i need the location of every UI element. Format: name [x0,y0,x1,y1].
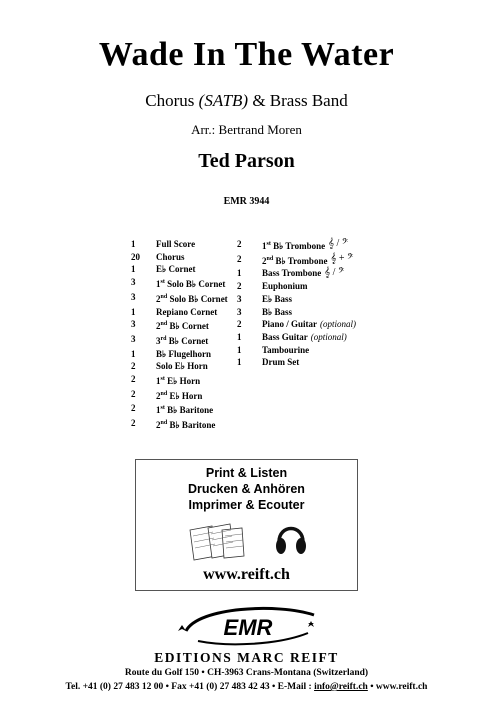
part-name: Euphonium [262,281,308,292]
part-row [237,280,356,293]
part-name: 3rd B♭ Cornet [156,335,209,346]
part-row [131,417,228,432]
part-quantity: 3 [237,306,242,317]
part-quantity: 2 [237,281,242,292]
part-name: Full Score [156,239,196,249]
promo-line-2: Drucken & Anhören [188,482,305,496]
subtitle-pre: Chorus [145,91,199,110]
arranger: Arr.: Bertrand Moren [191,122,302,137]
part-name: E♭ Cornet [156,264,196,275]
part-quantity: 1 [237,331,242,342]
part-row [131,276,228,291]
part-quantity: 1 [237,344,242,355]
part-quantity: 2 [237,319,242,330]
part-row [237,356,356,369]
part-name: Repiano Cornet [156,306,218,317]
part-name: 1st Solo B♭ Cornet [156,279,226,290]
publisher-address: Route du Golf 150 • CH-3963 Crans-Montana (Switzerland) [124,668,369,678]
part-row [237,344,356,357]
part-name: Bass Guitar [262,331,308,342]
part-name: 1st B♭ Trombone [262,241,326,251]
promo-line-3: Imprimer & Ecouter [188,498,305,512]
publisher-name: EDITIONS MARC REIFT [154,650,339,665]
part-quantity: 1 [237,268,242,279]
part-name: 2nd B♭ Trombone [262,255,328,266]
part-row [237,253,356,268]
part-name: 1st E♭ Horn [156,376,201,387]
part-quantity: 20 [131,251,140,262]
part-quantity: 3 [131,277,136,288]
part-quantity: 2 [237,253,242,264]
catalog-number: EMR 3944 [223,196,270,207]
part-row [131,306,228,319]
contact-website[interactable]: • www.reift.ch [367,682,428,692]
part-name: B♭ Bass [262,306,293,317]
part-row [237,318,356,331]
emr-logo-text: EMR [223,615,273,640]
part-name: 2nd E♭ Horn [156,390,203,401]
part-name: Bass Trombone [262,268,322,279]
subtitle-post: & Brass Band [248,91,348,110]
part-quantity: 2 [131,403,136,414]
parts-list-left [131,238,228,432]
emr-logo-icon [168,601,328,647]
part-quantity: 2 [131,361,136,372]
part-name: 1st B♭ Baritone [156,405,214,416]
headphones-icon [274,518,308,558]
part-row [131,238,228,251]
part-note: (optional) [320,319,357,330]
part-row [237,293,356,306]
part-quantity: 1 [131,239,136,249]
sheet-music-icon [186,522,246,562]
part-row [237,267,356,280]
part-quantity: 1 [131,264,136,275]
part-row [131,348,228,361]
part-row [131,360,228,373]
part-quantity: 1 [237,357,242,368]
clef-icon: 𝄞 / 𝄢 [328,238,349,249]
part-row [131,318,228,333]
part-note: (optional) [310,331,347,342]
subtitle-voicing: (SATB) [198,91,249,110]
part-quantity: 1 [131,306,136,317]
part-name: E♭ Bass [262,293,293,304]
clef-icon: 𝄞 / 𝄢 [324,267,345,279]
parts-list-right [237,238,356,369]
part-name: Chorus [156,251,185,262]
composer: Ted Parson [198,150,295,172]
part-quantity: 3 [131,333,136,344]
part-quantity: 3 [131,291,136,302]
part-quantity: 2 [131,374,136,385]
part-name: 2nd Solo B♭ Cornet [156,293,228,304]
part-row [131,333,228,348]
publisher-contact [0,682,493,692]
part-row [131,263,228,276]
part-name: 2nd B♭ Cornet [156,321,209,332]
part-name: Piano / Guitar [262,319,318,330]
part-name: B♭ Flugelhorn [156,348,212,359]
part-row [131,388,228,403]
part-quantity: 2 [131,388,136,399]
part-quantity: 3 [237,293,242,304]
part-name: Drum Set [262,357,300,368]
contact-phone-fax: Tel. +41 (0) 27 483 12 00 • Fax +41 (0) 27 483 42 43 • E-Mail : [65,682,315,692]
part-name: 2nd B♭ Baritone [156,420,216,431]
print-listen-box [135,459,358,591]
subtitle [0,91,493,111]
part-row [237,238,356,253]
clef-icon: 𝄞 + 𝄢 [330,252,354,264]
part-row [131,402,228,417]
promo-line-1: Print & Listen [205,466,288,480]
part-row [237,306,356,319]
part-row [131,251,228,264]
part-row [237,331,356,344]
contact-email-link[interactable]: info@reift.ch [314,682,368,692]
part-name: Tambourine [262,344,310,355]
part-quantity: 3 [131,319,136,330]
part-name: Solo E♭ Horn [156,361,208,372]
part-row [131,373,228,388]
part-row [131,291,228,306]
part-quantity: 2 [131,418,136,429]
page-title: Wade In The Water [98,36,395,73]
promo-url[interactable]: www.reift.ch [203,566,290,583]
part-quantity: 2 [237,239,242,249]
part-quantity: 1 [131,348,136,359]
